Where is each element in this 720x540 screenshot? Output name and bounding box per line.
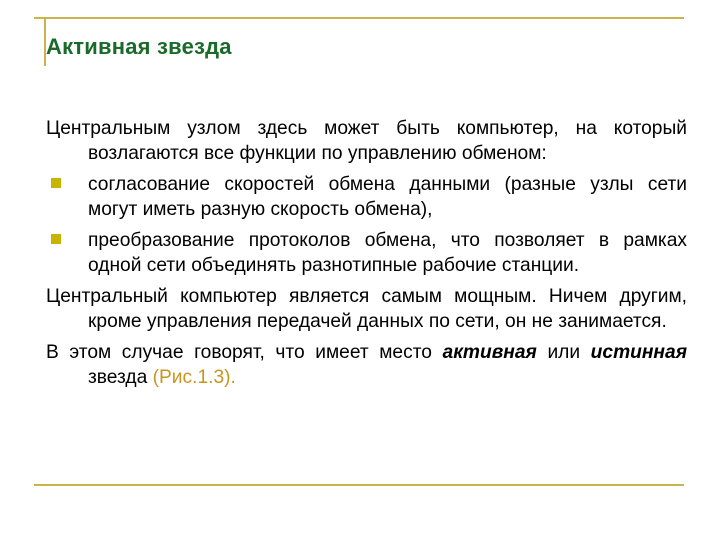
paragraph-active-star bbox=[46, 341, 687, 390]
paragraph-central-computer: Центральный компьютер является самым мощным. Ничем другим, кроме управления передачей данных по сети, он не занимается. bbox=[46, 286, 687, 332]
figure-reference-link: (Рис.1.3). bbox=[152, 366, 236, 388]
bullet-item-speed bbox=[46, 173, 687, 222]
bullet-square-icon bbox=[51, 234, 61, 244]
bullet-item-protocols bbox=[46, 229, 687, 278]
text-after: звезда bbox=[88, 366, 153, 388]
bullet-text: согласование скоростей обмена данными (разные узлы сети могут иметь разную скорость обмена), bbox=[88, 174, 687, 220]
text-before: В этом случае говорят, что имеет место bbox=[46, 342, 443, 363]
slide-body bbox=[46, 117, 687, 397]
bottom-rule bbox=[34, 484, 684, 486]
connector-text: или bbox=[536, 342, 591, 363]
slide-title: Активная звезда bbox=[46, 34, 232, 59]
paragraph-central-node: Центральным узлом здесь может быть компьютер, на который возлагаются все функции по управлению обменом: bbox=[46, 118, 687, 164]
bullet-square-icon bbox=[51, 178, 61, 188]
bullet-text: преобразование протоколов обмена, что позволяет в рамках одной сети объединять разнотипные рабочие станции. bbox=[88, 230, 687, 276]
top-rule bbox=[34, 17, 684, 19]
term-true: истинная bbox=[590, 342, 687, 363]
term-active: активная bbox=[442, 342, 537, 363]
